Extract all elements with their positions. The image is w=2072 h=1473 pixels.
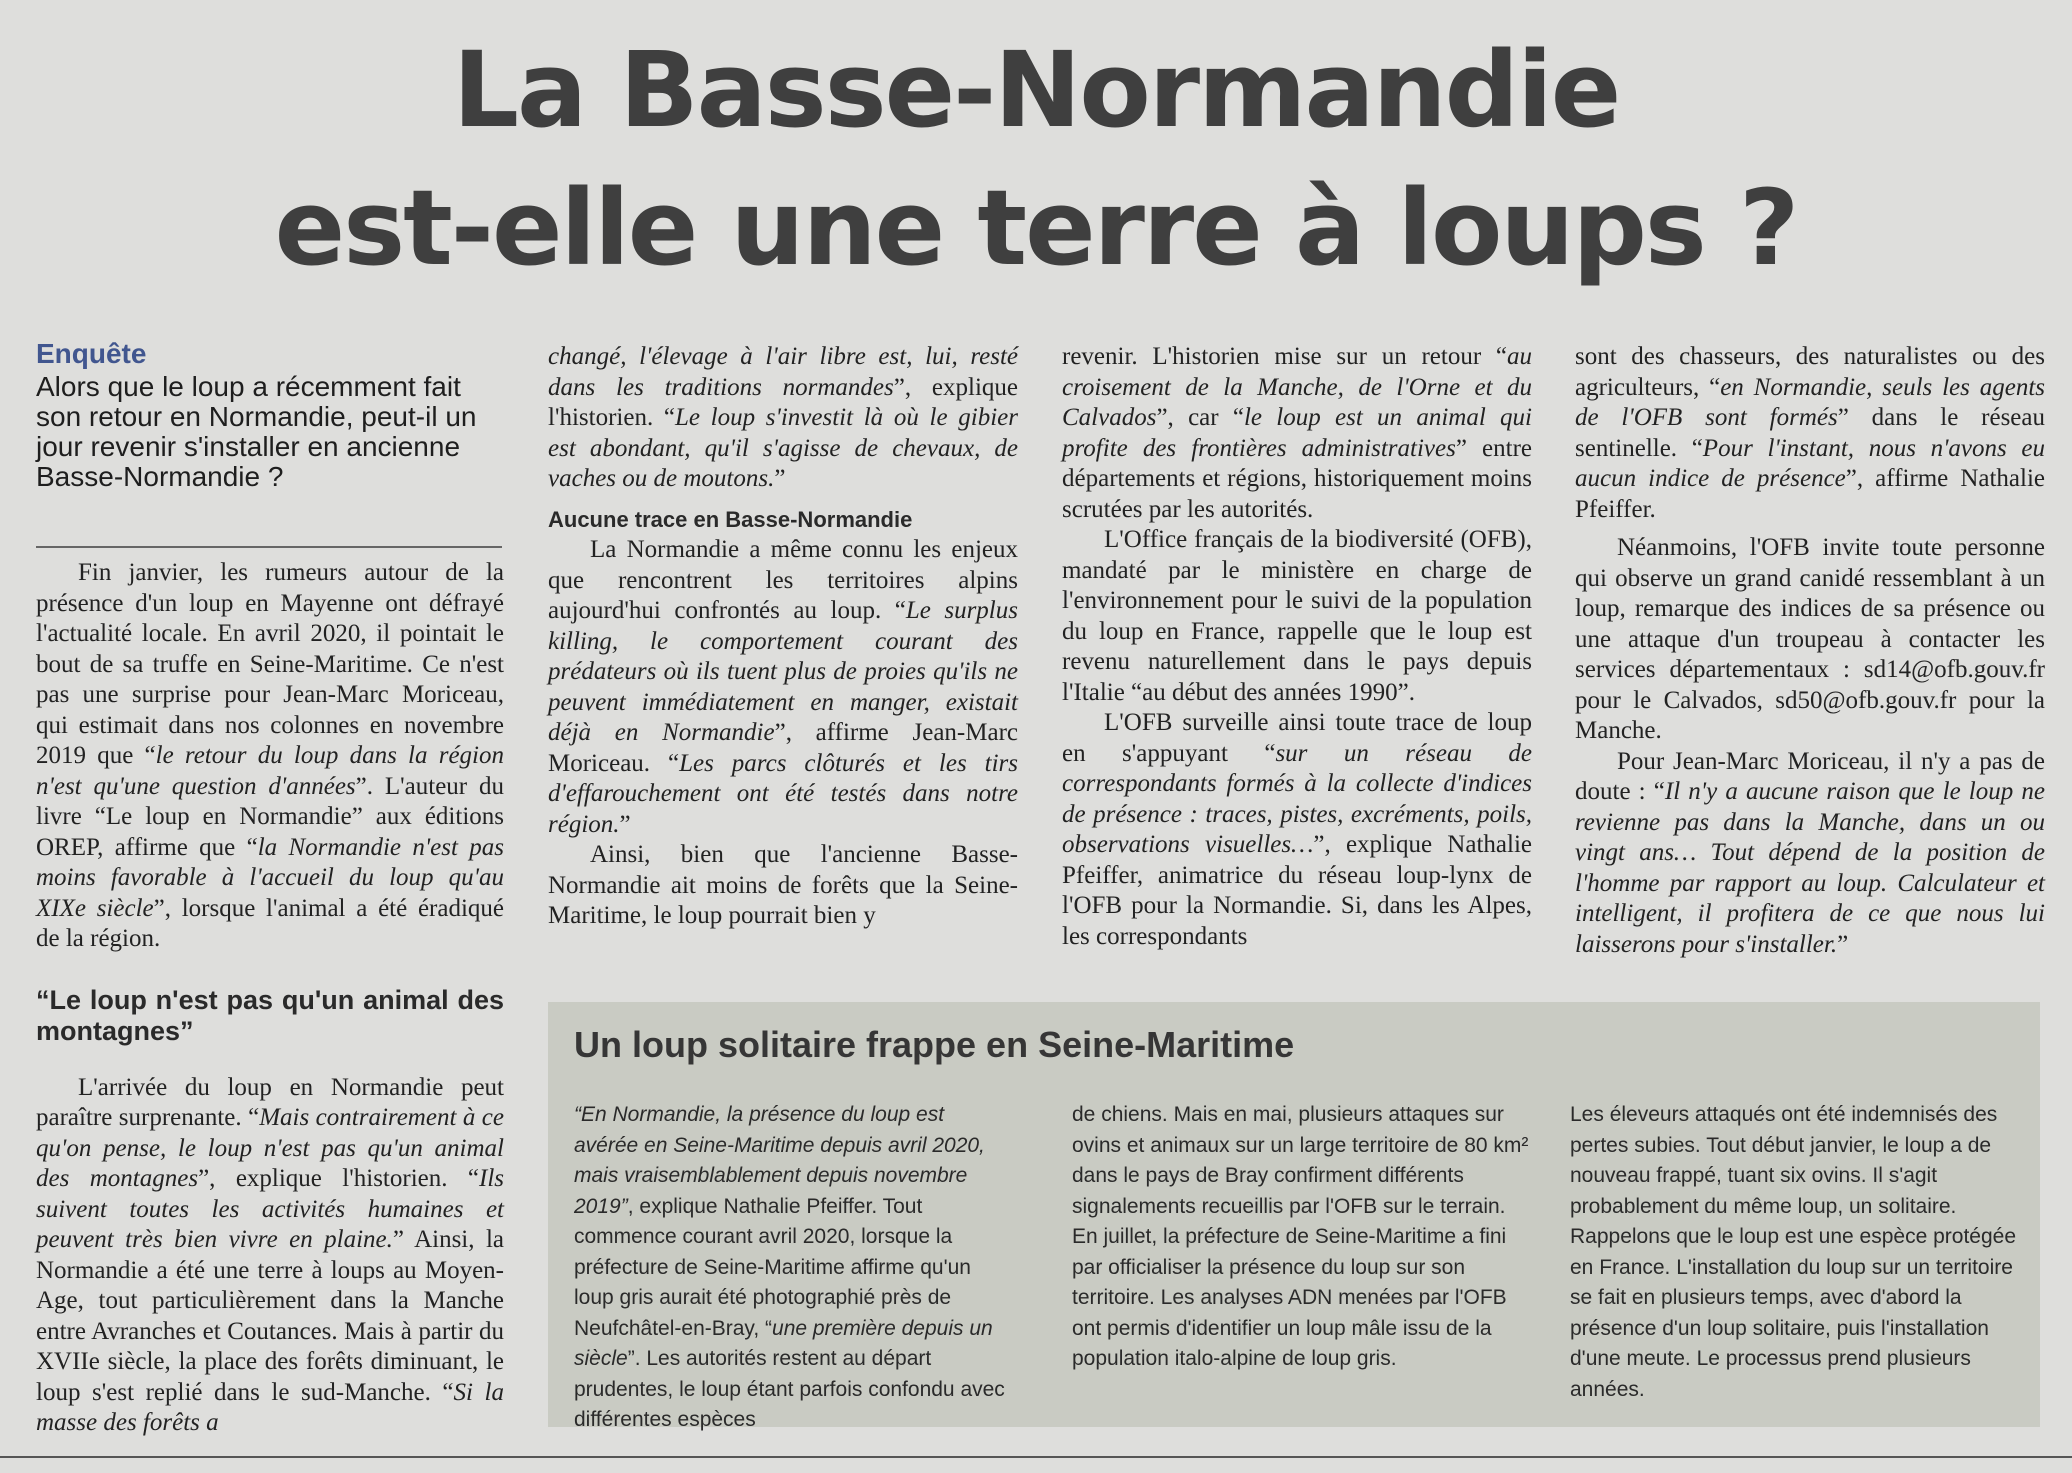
text-run: ”, explique l'historien. “ [198, 1165, 479, 1192]
text-run: de chiens. Mais en mai, plusieurs attaques sur ovins et animaux sur un large territoire de 80 km² dans le pays de Bray confirment différents signalements recueillis par l'OFB sur le terrain. [1072, 1103, 1529, 1218]
text-run: , explique Nathalie Pfeiffer. Tout commence courant avril 2020, lorsque la préfecture de Seine-Maritime affirme qu'un loup gris aurait été photographié près de Neufchâtel-en-Bray, “ [574, 1194, 971, 1340]
subheading-aucune-trace: Aucune trace en Basse-Normandie [548, 506, 913, 532]
headline-line-1: La Basse-Normandie [452, 29, 1620, 151]
text-run: sont des chasseurs, des naturalistes ou des agriculteurs, “ [1575, 343, 2045, 401]
quote-run: le retour du loup dans la région n'est qu'une question d'années [36, 742, 504, 800]
text-run: Fin janvier, les rumeurs autour de la présence d'un loup en Mayenne ont défrayé l'actualité locale. En avril 2020, il pointait le bout de sa truffe en Seine-Maritime. Ce n'est pas une surprise pour Jean-Marc Moriceau, qui estimait dans nos colonnes en novembre 2019 que “ [36, 559, 504, 769]
box-column-3: Les éleveurs attaqués ont été indemnisés des pertes subies. Tout début janvier, le loup a de nouveau frappé, tuant six ovins. Il s'agit probablement du même loup, un solitaire. Rappelons que le loup est une espèce protégée en France. L'installation du loup sur un territoire se fait en plusieurs temps, avec d'abord la présence d'un loup solitaire, puis l'installation d'une meute. Le processus prend plusieurs années. [1570, 1103, 2017, 1401]
text-run: ”. L'auteur du livre “Le loup en Normandie” aux éditions OREP, affirme que “ [36, 772, 505, 861]
col2-paragraph-3: Ainsi, bien que l'ancienne Basse-Normandie ait moins de forêts que la Seine-Maritime, le loup pourrait bien y [548, 841, 1018, 929]
text-run: ” [774, 465, 786, 492]
quote-run: Pour l'instant, nous n'avons eu aucun indice de présence [1575, 434, 2045, 492]
col2-paragraph-1 [548, 342, 1018, 495]
text-run: L'OFB surveille ainsi toute trace de loup en s'appuyant “ [1062, 709, 1532, 767]
quote-run: Si la masse des forêts a [36, 1378, 504, 1436]
col2-paragraph-2 [548, 535, 1018, 840]
standfirst: Alors que le loup a récemment fait son retour en Normandie, peut-il un jour revenir s'installer en ancienne Basse-Normandie ? [36, 371, 477, 492]
text-run: ”, affirme Jean-Marc Moriceau. “ [548, 719, 1018, 777]
text-run: L'arrivée du loup en Normandie peut paraître surprenante. “ [36, 1073, 504, 1131]
text-run: ” [619, 810, 631, 838]
text-run: ” dans le réseau sentinelle. “ [1575, 404, 2045, 462]
text-run: En juillet, la préfecture de Seine-Maritime a fini par officialiser la présence du loup sur son territoire. Les analyses ADN menées par l'OFB ont permis d'identifier un loup mâle issu de la population italo-alpine de loup gris. [1072, 1225, 1507, 1370]
article-column-3 [1062, 342, 1532, 952]
text-run: ”. Les autorités restent au départ prudentes, le loup étant parfois confondu avec différentes espèces [574, 1347, 1005, 1431]
text-run: ” Ainsi, la Normandie a été une terre à loups au Moyen-Age, tout particulièrement dans la Manche entre Avranches et Coutances. Mais à partir du XVIIe siècle, la place des forêts diminuant, le loup s'est replié dans le sud-Manche. “ [36, 1226, 504, 1406]
quote-run: en Normandie, seuls les agents de l'OFB sont formés [1575, 373, 2045, 431]
quote-run: Le surplus killing, le comportement courant des prédateurs où ils tuent plus de proies qu'ils ne peuvent immédiatement en manger, existait déjà en Normandie [548, 597, 1018, 746]
col1-paragraph-2 [36, 1073, 504, 1439]
kicker-label: Enquête [36, 338, 147, 369]
article-column-2 [548, 342, 1018, 932]
text-run: ”, explique Nathalie Pfeiffer, animatrice du réseau loup-lynx de l'OFB pour la Normandie. Si, dans les Alpes, les correspondants [1062, 831, 1532, 950]
col3-paragraph-1 [1062, 342, 1532, 525]
text-run: ” [1837, 930, 1849, 958]
text-run: ”, lorsque l'animal a été éradiqué de la région. [36, 894, 504, 952]
col3-paragraph-2: L'Office français de la biodiversité (OFB), mandaté par le ministère en charge de l'environnement pour le suivi de la population du loup en France, rappelle que le loup est revenu naturellement dans le pays depuis l'Italie “au début des années 1990”. [1062, 526, 1532, 706]
text-run: ” entre départements et régions, historiquement moins scrutées par les autorités. [1062, 434, 1532, 523]
col1-paragraph-1 [36, 558, 504, 955]
article-column-1 [36, 558, 504, 1439]
text-run: Pour Jean-Marc Moriceau, il n'y a pas de doute : “ [1575, 747, 2045, 805]
quote-run: la Normandie n'est pas moins favorable à l'accueil du loup qu'au XIXe siècle [36, 833, 505, 922]
quote-run: sur un réseau de correspondants formés à la collecte d'indices de présence : traces, pistes, excréments, poils, observations visuelles… [1062, 739, 1532, 858]
quote-run: Ils suivent toutes les activités humaines et peuvent très bien vivre en plaine. [36, 1165, 504, 1253]
quote-run: “En Normandie, la présence du loup est avérée en Seine-Maritime depuis avril 2020, mais vraisemblablement depuis novembre 2019” [574, 1103, 985, 1218]
headline-line-2: est-elle une terre à loups ? [274, 167, 1798, 289]
quote-run: une première depuis un siècle [574, 1316, 993, 1370]
col4-paragraph-2: Néanmoins, l'OFB invite toute personne qui observe un grand canidé ressemblant à un loup, remarque des indices de sa présence ou une attaque d'un troupeau à contacter les services départementaux : sd14@ofb.gouv.fr pour le Calvados, sd50@ofb.gouv.fr pour la Manche. [1575, 534, 2045, 744]
text-run: revenir. L'historien mise sur un retour “ [1062, 343, 1507, 370]
text-run: ”, explique l'historien. “ [548, 373, 1018, 431]
intertitle-1: “Le loup n'est pas qu'un animal des montagnes” [36, 984, 504, 1046]
article-column-4 [1575, 342, 2045, 960]
box-column-1 [574, 1100, 1006, 1436]
quote-run: Les parcs clôturés et les tirs d'effarouchement ont été testés dans notre région. [548, 749, 1019, 838]
text-run: ”, car “ [1156, 404, 1244, 431]
quote-run: changé, l'élevage à l'air libre est, lui, resté dans les traditions normandes [548, 343, 1018, 401]
quote-run: Le loup s'investit là où le gibier est abondant, qu'il s'agisse de chevaux, de vaches ou de moutons. [548, 404, 1018, 492]
sidebar-box-title: Un loup solitaire frappe en Seine-Maritime [574, 1024, 1295, 1065]
quote-run: au croisement de la Manche, de l'Orne et du Calvados [1062, 343, 1532, 431]
col4-paragraph-1 [1575, 342, 2045, 525]
quote-run: Il n'y a aucune raison que le loup ne revienne pas dans la Manche, dans un ou vingt ans… Tout dépend de la position de l'homme par rapport au loup. Calculateur et intelligent, il profitera de ce que nous lui laisserons pour s'installer. [1575, 778, 2045, 958]
quote-run: Mais contrairement à ce qu'on pense, le loup n'est pas qu'un animal des montagnes [36, 1104, 504, 1192]
page-bottom-rule [0, 1456, 2072, 1458]
col4-paragraph-3 [1575, 747, 2045, 961]
text-run: La Normandie a même connu les enjeux que rencontrent les territoires alpins aujourd'hui confrontés au loup. “ [548, 536, 1018, 624]
quote-run: le loup est un animal qui profite des frontières administratives [1062, 404, 1532, 462]
standfirst-divider [36, 546, 502, 548]
box-column-2 [1072, 1100, 1530, 1375]
text-run: ”, affirme Nathalie Pfeiffer. [1575, 465, 2045, 523]
col3-paragraph-3 [1062, 708, 1532, 952]
